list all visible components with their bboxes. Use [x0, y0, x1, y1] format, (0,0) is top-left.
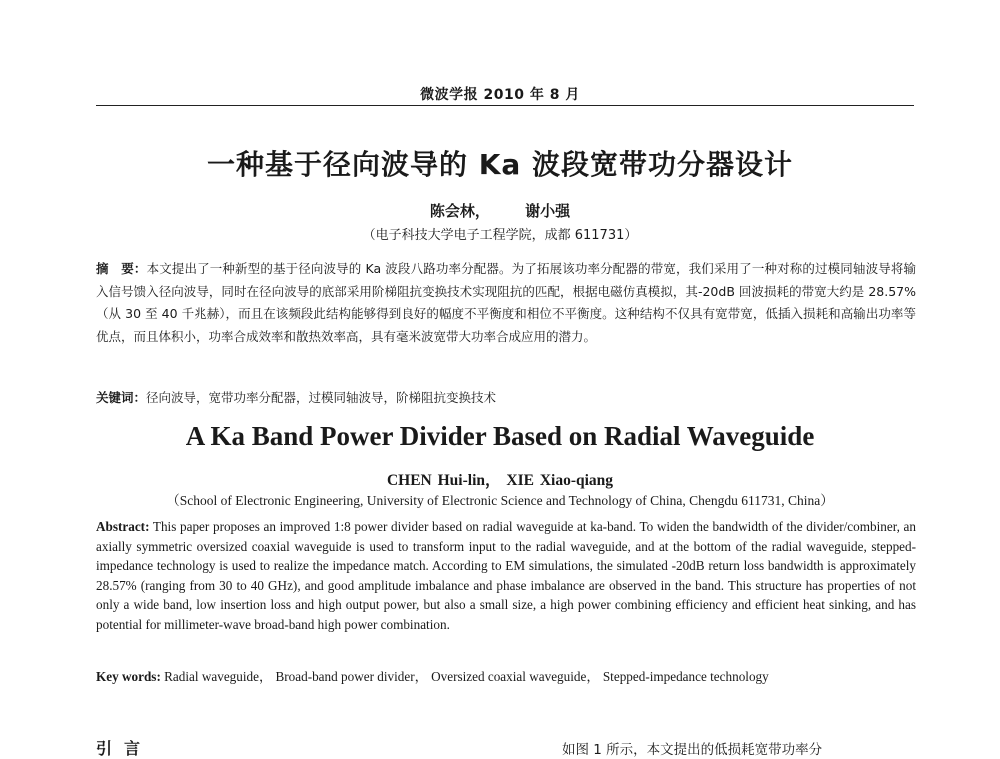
- chinese-affiliation: （电子科技大学电子工程学院，成都 611731）: [362, 228, 638, 243]
- section-heading-introduction: 引言: [96, 739, 153, 758]
- header-rule: [96, 105, 914, 106]
- english-keywords-label: Key words:: [96, 669, 161, 684]
- english-authors: CHEN Hui-lin， XIE Xiao-qiang: [386, 472, 614, 489]
- english-title: A Ka Band Power Divider Based on Radial Waveguide: [185, 421, 815, 451]
- chinese-keywords: [96, 388, 916, 408]
- chinese-abstract-text: 本文提出了一种新型的基于径向波导的 Ka 波段八路功率分配器。为了拓展该功率分配器的带宽，我们采用了一种对称的过模同轴波导将输入信号馈入径向波导，同时在径向波导的底部采用阶梯阻抗变换技术实现阻抗的匹配，根据电磁仿真模拟，其-20dB 回波损耗的带宽大约是 28.57%（从 30 至 40 千兆赫），而且在该频段此结构能够得到良好的幅度不平衡度和相位不平衡度。这种结构不仅具有宽带宽，低插入损耗和高输出功率等优点，而且体积小，功率合成效率和散热效率高，具有毫米波宽带大功率合成应用的潜力。: [96, 261, 916, 344]
- english-keywords-text: Radial waveguide， Broad-band power divider， Oversized coaxial waveguide， Stepped-impedance technology: [164, 669, 769, 684]
- chinese-keywords-label: 关键词：: [96, 390, 147, 405]
- chinese-abstract-label: 摘 要：: [96, 261, 147, 276]
- english-abstract-label: Abstract:: [96, 519, 150, 534]
- chinese-keywords-text: 径向波导，宽带功率分配器，过模同轴波导，阶梯阻抗变换技术: [146, 390, 497, 405]
- chinese-title: 一种基于径向波导的 Ka 波段宽带功分器设计: [206, 148, 794, 181]
- body-text-first-line: 如图 1 所示，本文提出的低损耗宽带功率分: [562, 742, 823, 758]
- english-abstract-text: This paper proposes an improved 1:8 power divider based on radial waveguide at ka-band. To widen the bandwidth of the divider/combiner, an axially symmetric oversized coaxial waveguide is used to transform input to the radial waveguide, and at the bottom of the radial waveguide, stepped-impedance technology is used to realize the impedance match. According to EM simulations, the simulated -20dB return loss bandwidth is approximately 28.57% (ranging from 30 to 40 GHz), and good amplitude imbalance and phase imbalance are observed in the band. This structure has properties of not only a wide band, low insertion loss and high output power, but also a small size, a high power combining efficiency and efficient heat sinking, and has potential for millimeter-wave broad-band high power combination.: [96, 519, 916, 632]
- english-affiliation: （School of Electronic Engineering, University of Electronic Science and Technology of China, Chengdu 611731, China）: [166, 493, 834, 508]
- running-head: 微波学报 2010 年 8 月: [420, 87, 580, 103]
- english-keywords: [96, 667, 916, 687]
- chinese-authors: 陈会林， 谢小强: [429, 202, 571, 220]
- chinese-abstract: [96, 258, 916, 348]
- english-abstract: [96, 517, 916, 635]
